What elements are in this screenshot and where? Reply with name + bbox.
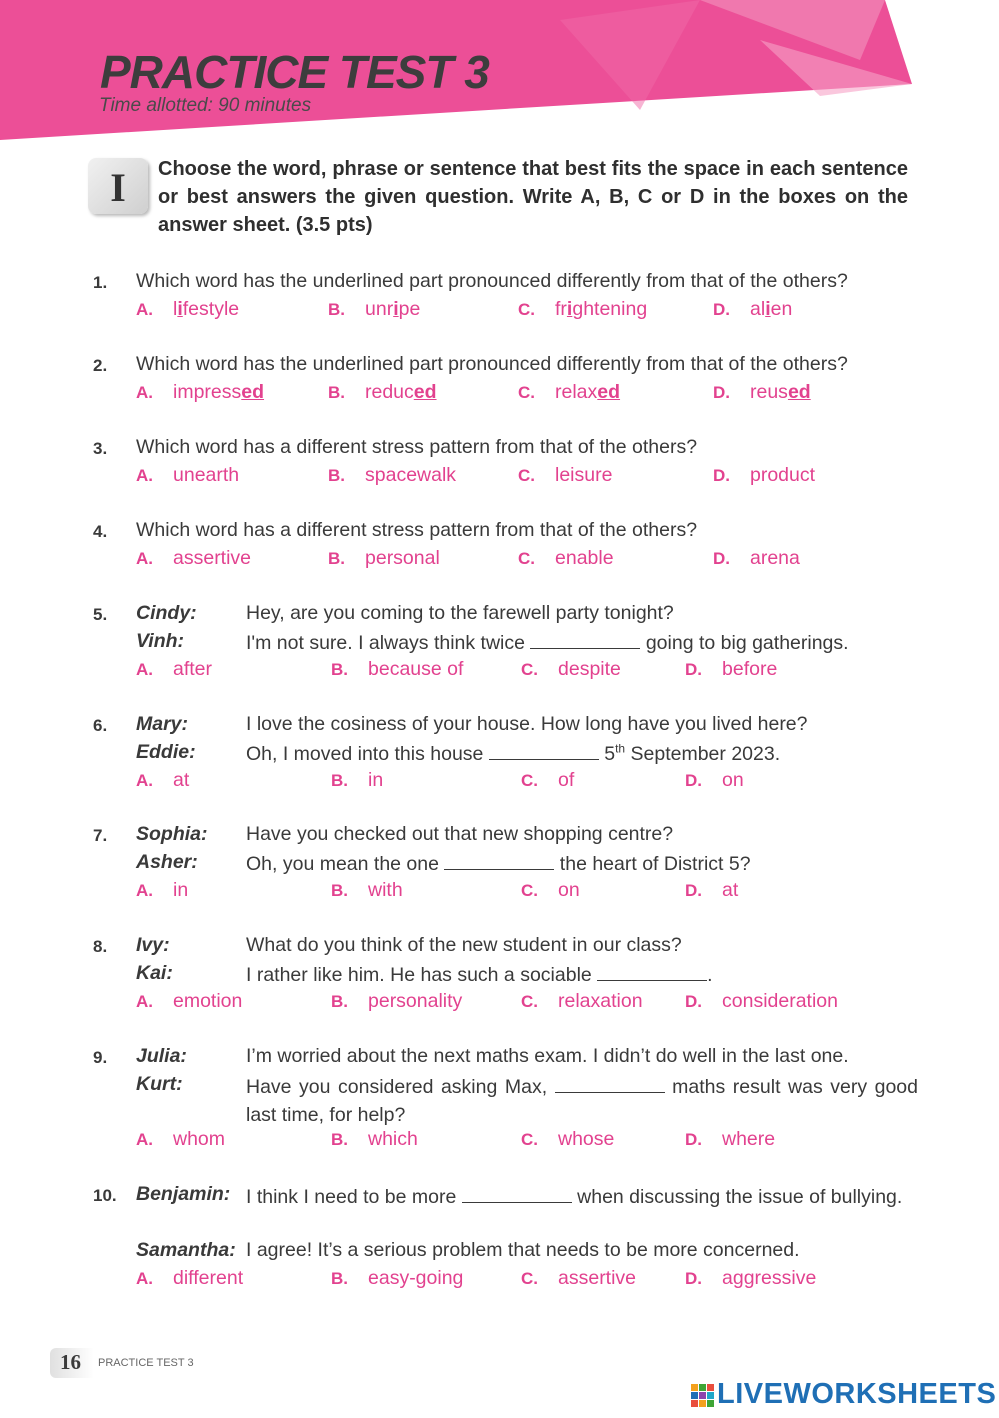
answer-option[interactable] xyxy=(685,879,738,902)
option-text: before xyxy=(722,658,778,680)
speaker-name: Kai: xyxy=(136,962,173,984)
option-letter: B. xyxy=(331,1269,348,1288)
answer-option[interactable] xyxy=(685,658,777,681)
option-text: leisure xyxy=(555,464,613,486)
option-letter: C. xyxy=(521,1130,538,1149)
answer-option[interactable] xyxy=(136,1128,225,1151)
answer-option[interactable] xyxy=(521,990,643,1013)
answer-option[interactable] xyxy=(713,381,811,404)
option-text: assertive xyxy=(558,1267,637,1289)
option-text-part: ghtening xyxy=(572,298,648,320)
question-number: 1. xyxy=(93,273,108,292)
dialogue-text: I’m worried about the next maths exam. I didn’t do well in the last one. xyxy=(246,1045,849,1067)
option-text-part: reduc xyxy=(365,381,414,403)
dialogue-text-after: the heart of District 5? xyxy=(554,853,751,875)
page-title: PRACTICE TEST 3 xyxy=(100,46,489,98)
option-letter: A. xyxy=(136,466,153,485)
option-text: consideration xyxy=(722,990,838,1012)
option-text: personal xyxy=(365,547,440,569)
answer-option[interactable] xyxy=(136,298,239,321)
question-text: Which word has a different stress pattern from that of the others? xyxy=(136,436,698,458)
answer-option[interactable] xyxy=(518,464,612,487)
option-text-part: unr xyxy=(365,298,394,320)
dialogue-text-before: Oh, I moved into this house xyxy=(246,743,489,765)
option-letter: C. xyxy=(521,660,538,679)
option-text: easy-going xyxy=(368,1267,464,1289)
question-number: 10. xyxy=(93,1186,117,1205)
option-letter: A. xyxy=(136,1269,153,1288)
option-text: whose xyxy=(558,1128,615,1150)
option-underlined-part: ed xyxy=(597,381,621,403)
option-letter: B. xyxy=(331,881,348,900)
answer-option[interactable] xyxy=(685,990,838,1013)
dialogue-line xyxy=(246,851,751,876)
dialogue-line xyxy=(246,630,849,655)
section-numeral: I xyxy=(110,165,126,210)
liveworksheets-logo-icon xyxy=(691,1378,715,1412)
speaker-name: Kurt: xyxy=(136,1073,183,1095)
option-text: enable xyxy=(555,547,614,569)
option-text: different xyxy=(173,1267,244,1289)
dialogue-text-before: I'm not sure. I always think twice xyxy=(246,632,531,654)
option-text: on xyxy=(722,769,744,791)
question-number: 6. xyxy=(93,716,108,735)
speaker-name: Sophia: xyxy=(136,823,208,845)
option-underlined-part: i xyxy=(177,298,183,320)
option-text: whom xyxy=(173,1128,226,1150)
option-letter: A. xyxy=(136,992,153,1011)
speaker-name: Benjamin: xyxy=(136,1183,231,1205)
option-letter: D. xyxy=(713,383,730,402)
option-text-part: al xyxy=(750,298,766,320)
answer-option[interactable] xyxy=(136,547,251,570)
dialogue-line xyxy=(246,741,780,766)
answer-blank[interactable] xyxy=(489,741,599,760)
dialogue-text-before: Have you considered asking Max, xyxy=(246,1076,555,1098)
option-text: personality xyxy=(368,990,463,1012)
dialogue-text: Have you checked out that new shopping centre? xyxy=(246,823,674,845)
answer-option[interactable] xyxy=(713,464,815,487)
speaker-name: Samantha: xyxy=(136,1239,236,1261)
dialogue-line xyxy=(246,823,673,846)
answer-blank[interactable] xyxy=(555,1074,665,1093)
dialogue-text-after: 5 xyxy=(598,743,616,765)
option-text: because of xyxy=(368,658,464,680)
dialogue-text-after: going to big gatherings. xyxy=(640,632,849,654)
option-letter: C. xyxy=(521,1269,538,1288)
option-text: despite xyxy=(558,658,621,680)
answer-option[interactable] xyxy=(136,464,239,487)
answer-option[interactable] xyxy=(328,298,420,321)
answer-option[interactable] xyxy=(713,298,792,321)
answer-option[interactable] xyxy=(521,1128,614,1151)
speaker-name: Vinh: xyxy=(136,630,185,652)
question-text: Which word has a different stress pattern from that of the others? xyxy=(136,519,698,541)
speaker-name: Ivy: xyxy=(136,934,170,956)
question-number: 2. xyxy=(93,356,108,375)
option-underlined-part: i xyxy=(765,298,771,320)
ordinal-suffix: th xyxy=(615,741,626,756)
dialogue-text: I love the cosiness of your house. How long have you lived here? xyxy=(246,713,808,735)
answer-option[interactable] xyxy=(521,879,580,902)
option-letter: C. xyxy=(518,300,535,319)
dialogue-text: I agree! It’s a serious problem that needs to be more concerned. xyxy=(246,1239,800,1261)
answer-option[interactable] xyxy=(518,547,614,570)
option-text: after xyxy=(173,658,213,680)
option-letter: B. xyxy=(328,549,345,568)
brand-name: LIVEWORKSHEETS xyxy=(717,1378,997,1410)
question-text: Which word has the underlined part pronounced differently from that of the others? xyxy=(136,270,848,292)
dialogue-text: What do you think of the new student in our class? xyxy=(246,934,682,956)
option-text-part: fr xyxy=(555,298,567,320)
option-letter: B. xyxy=(331,771,348,790)
answer-option[interactable] xyxy=(136,658,212,681)
option-text: which xyxy=(368,1128,418,1150)
option-letter: B. xyxy=(331,660,348,679)
option-text: assertive xyxy=(173,547,252,569)
option-letter: B. xyxy=(328,466,345,485)
dialogue-text-after: when discussing the issue of bullying. xyxy=(571,1186,903,1208)
option-underlined-part: i xyxy=(566,298,573,320)
answer-blank[interactable] xyxy=(597,962,707,981)
answer-option[interactable] xyxy=(331,990,462,1013)
option-letter: A. xyxy=(136,300,153,319)
section-instructions: Choose the word, phrase or sentence that best fits the space in each sentence or best answers the given question. Write A, B, C or D in the boxes on the answer sheet. (3.5 pts) xyxy=(158,158,908,236)
option-underlined-part: ed xyxy=(787,381,811,403)
dialogue-text-after: September 2023. xyxy=(625,743,781,765)
speaker-name: Julia: xyxy=(136,1045,187,1067)
option-text: at xyxy=(722,879,739,901)
option-letter: D. xyxy=(713,300,730,319)
answer-option[interactable] xyxy=(136,769,189,792)
answer-option[interactable] xyxy=(521,658,621,681)
answer-option[interactable] xyxy=(331,879,403,902)
option-text: aggressive xyxy=(722,1267,817,1289)
answer-option[interactable] xyxy=(136,879,188,902)
option-underlined-part: ed xyxy=(413,381,437,403)
question-number: 9. xyxy=(93,1048,108,1067)
speaker-name: Cindy: xyxy=(136,602,197,624)
option-letter: C. xyxy=(521,992,538,1011)
option-letter: B. xyxy=(331,1130,348,1149)
option-letter: B. xyxy=(331,992,348,1011)
page-number-tab xyxy=(50,1348,94,1378)
option-text-part: festyle xyxy=(182,298,240,320)
answer-blank[interactable] xyxy=(444,851,554,870)
answer-option[interactable] xyxy=(518,298,647,321)
question-number: 3. xyxy=(93,439,108,458)
option-letter: C. xyxy=(518,383,535,402)
answer-option[interactable] xyxy=(328,464,456,487)
option-letter: D. xyxy=(685,881,702,900)
time-allotted: Time allotted: 90 minutes xyxy=(99,95,312,116)
question-number: 7. xyxy=(93,826,108,845)
page-number: 16 xyxy=(60,1350,81,1374)
dialogue-line xyxy=(246,962,713,987)
option-text: emotion xyxy=(173,990,243,1012)
option-text: spacewalk xyxy=(365,464,457,486)
dialogue-line xyxy=(246,1045,849,1068)
option-letter: D. xyxy=(685,1269,702,1288)
option-text-part: relax xyxy=(555,381,598,403)
answer-option[interactable] xyxy=(136,990,242,1013)
speaker-name: Eddie: xyxy=(136,741,196,763)
answer-option[interactable] xyxy=(685,769,744,792)
question-number: 8. xyxy=(93,937,108,956)
option-text: in xyxy=(368,769,384,791)
dialogue-text-after: . xyxy=(707,964,713,986)
option-letter: C. xyxy=(518,549,535,568)
option-text: relaxation xyxy=(558,990,643,1012)
dialogue-line xyxy=(246,934,682,957)
option-text: at xyxy=(173,769,190,791)
option-text-part: impress xyxy=(173,381,242,403)
option-letter: A. xyxy=(136,549,153,568)
answer-option[interactable] xyxy=(331,1267,463,1290)
option-letter: C. xyxy=(521,771,538,790)
option-text: of xyxy=(558,769,575,791)
dialogue-line xyxy=(246,1239,800,1262)
option-text-part: l xyxy=(173,298,178,320)
option-text: with xyxy=(368,879,403,901)
answer-blank[interactable] xyxy=(462,1184,572,1203)
answer-option[interactable] xyxy=(518,381,620,404)
option-letter: D. xyxy=(685,992,702,1011)
footer-label: PRACTICE TEST 3 xyxy=(98,1357,194,1369)
option-letter: D. xyxy=(685,771,702,790)
speaker-name: Asher: xyxy=(136,851,198,873)
dialogue-text-before: I rather like him. He has such a sociable xyxy=(246,964,598,986)
section-badge xyxy=(88,158,148,214)
option-text: arena xyxy=(750,547,800,569)
answer-option[interactable] xyxy=(521,769,574,792)
option-text-part: reus xyxy=(750,381,788,403)
option-text: in xyxy=(173,879,189,901)
option-text-part: en xyxy=(770,298,793,320)
option-letter: A. xyxy=(136,660,153,679)
option-letter: C. xyxy=(518,466,535,485)
option-underlined-part: i xyxy=(393,298,399,320)
answer-blank[interactable] xyxy=(530,630,640,649)
question-number: 5. xyxy=(93,605,108,624)
question-number: 4. xyxy=(93,522,108,541)
option-letter: A. xyxy=(136,1130,153,1149)
answer-option[interactable] xyxy=(685,1128,775,1151)
option-text-part: pe xyxy=(398,298,421,320)
option-letter: C. xyxy=(521,881,538,900)
answer-option[interactable] xyxy=(331,769,383,792)
answer-option[interactable] xyxy=(685,1267,816,1290)
dialogue-line xyxy=(246,1183,918,1211)
answer-option[interactable] xyxy=(136,1267,243,1290)
answer-option[interactable] xyxy=(713,547,800,570)
option-text: where xyxy=(722,1128,776,1150)
speaker-name: Mary: xyxy=(136,713,189,735)
dialogue-text-before: Oh, you mean the one xyxy=(246,853,445,875)
dialogue-text: Hey, are you coming to the farewell party tonight? xyxy=(246,602,674,624)
option-text: on xyxy=(558,879,580,901)
dialogue-text-after: maths result was very good last time, for help? xyxy=(246,1076,918,1126)
option-letter: B. xyxy=(328,383,345,402)
option-letter: D. xyxy=(685,660,702,679)
option-underlined-part: ed xyxy=(241,381,265,403)
answer-option[interactable] xyxy=(136,381,264,404)
option-letter: A. xyxy=(136,881,153,900)
dialogue-line xyxy=(246,1073,918,1129)
answer-option[interactable] xyxy=(331,1128,418,1151)
dialogue-line xyxy=(246,602,674,625)
question-text: Which word has the underlined part pronounced differently from that of the others? xyxy=(136,353,848,375)
answer-option[interactable] xyxy=(331,658,463,681)
answer-option[interactable] xyxy=(521,1267,636,1290)
option-letter: A. xyxy=(136,771,153,790)
option-letter: D. xyxy=(713,466,730,485)
option-letter: D. xyxy=(685,1130,702,1149)
option-text: product xyxy=(750,464,816,486)
option-letter: B. xyxy=(328,300,345,319)
option-letter: A. xyxy=(136,383,153,402)
answer-option[interactable] xyxy=(328,547,440,570)
answer-option[interactable] xyxy=(328,381,437,404)
dialogue-line xyxy=(246,713,808,736)
dialogue-text-before: I think I need to be more xyxy=(246,1186,462,1208)
option-letter: D. xyxy=(713,549,730,568)
option-text: unearth xyxy=(173,464,240,486)
